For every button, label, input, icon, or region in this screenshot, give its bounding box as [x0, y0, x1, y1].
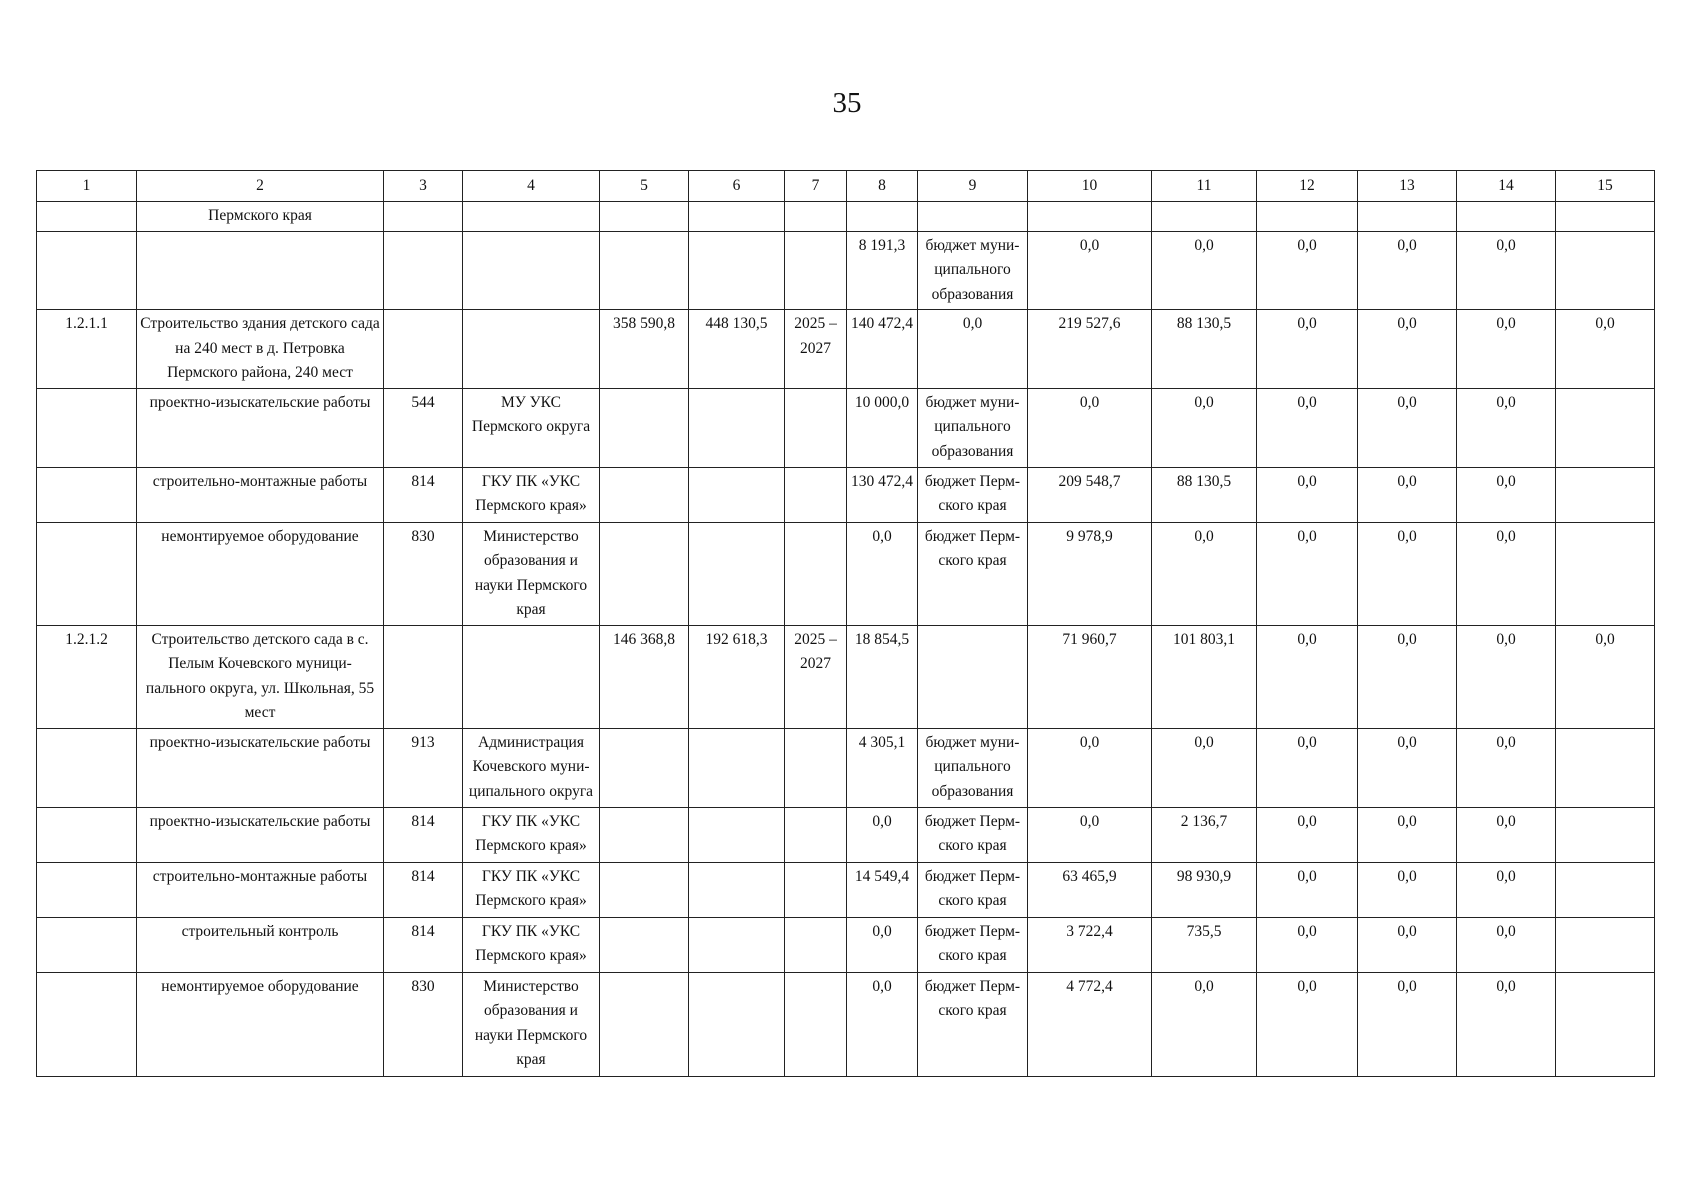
table-cell: ГКУ ПК «УКС Пермского края»: [463, 467, 600, 522]
table-cell: 0,0: [1028, 388, 1152, 467]
table-cell: 913: [384, 728, 463, 807]
table-cell: 14 549,4: [847, 862, 918, 917]
table-cell: [463, 310, 600, 389]
table-cell: [37, 807, 137, 862]
table-cell: бюджет муни-ципального образования: [918, 231, 1028, 310]
table-cell: 735,5: [1152, 917, 1257, 972]
table-row: [37, 728, 1655, 807]
table-cell: 0,0: [1358, 972, 1457, 1076]
table-cell: [137, 231, 384, 310]
table-row: [37, 522, 1655, 625]
table-cell: 0,0: [1152, 231, 1257, 310]
table-cell: 0,0: [1358, 310, 1457, 389]
column-header: 9: [918, 171, 1028, 202]
table-cell: 0,0: [1358, 625, 1457, 728]
table-cell: 71 960,7: [1028, 625, 1152, 728]
table-cell: 140 472,4: [847, 310, 918, 389]
table-cell: 0,0: [1457, 310, 1556, 389]
table-cell: [1556, 522, 1655, 625]
table-cell: Строительство здания детского сада на 240 мест в д. Петровка Пермского района, 240 мест: [137, 310, 384, 389]
column-header: 11: [1152, 171, 1257, 202]
table-cell: [37, 522, 137, 625]
table-cell: 0,0: [1358, 388, 1457, 467]
table-cell: 9 978,9: [1028, 522, 1152, 625]
table-cell: 2025 – 2027: [785, 625, 847, 728]
table-cell: 0,0: [1358, 728, 1457, 807]
table-cell: [689, 728, 785, 807]
table-cell: [1556, 807, 1655, 862]
table-cell: [384, 201, 463, 231]
table-cell: [600, 388, 689, 467]
table-cell: [689, 972, 785, 1076]
table-cell: 88 130,5: [1152, 310, 1257, 389]
table-cell: [689, 522, 785, 625]
table-cell: 0,0: [847, 522, 918, 625]
table-row: [37, 917, 1655, 972]
table-cell: 219 527,6: [1028, 310, 1152, 389]
table-cell: 0,0: [1028, 728, 1152, 807]
table-cell: [785, 972, 847, 1076]
table-cell: [1556, 917, 1655, 972]
table-cell: [1457, 201, 1556, 231]
table-cell: Министерство образования и науки Пермского края: [463, 522, 600, 625]
table-cell: 4 772,4: [1028, 972, 1152, 1076]
table-row: [37, 388, 1655, 467]
table-cell: 2025 – 2027: [785, 310, 847, 389]
table-cell: [918, 625, 1028, 728]
table-cell: [1556, 231, 1655, 310]
table-cell: [600, 201, 689, 231]
table-cell: [463, 625, 600, 728]
table-cell: 0,0: [1257, 862, 1358, 917]
table-cell: строительно-монтажные работы: [137, 862, 384, 917]
table-cell: 0,0: [1457, 972, 1556, 1076]
table-cell: [600, 917, 689, 972]
table-cell: [37, 231, 137, 310]
table-cell: [1556, 862, 1655, 917]
table-cell: 0,0: [918, 310, 1028, 389]
table-cell: [785, 522, 847, 625]
table-cell: 0,0: [847, 807, 918, 862]
table-cell: 0,0: [1152, 522, 1257, 625]
table-cell: немонтируемое оборудование: [137, 972, 384, 1076]
table-cell: бюджет Перм-ского края: [918, 522, 1028, 625]
table-cell: 0,0: [847, 917, 918, 972]
table-cell: Администрация Кочевского муни-ципального округа: [463, 728, 600, 807]
table-cell: [600, 231, 689, 310]
table-body: [37, 171, 1655, 1077]
table-cell: [1152, 201, 1257, 231]
table-cell: проектно-изыскательские работы: [137, 807, 384, 862]
table-cell: 88 130,5: [1152, 467, 1257, 522]
table-cell: [689, 201, 785, 231]
table-cell: 0,0: [1028, 231, 1152, 310]
table-cell: 63 465,9: [1028, 862, 1152, 917]
table-row: [37, 807, 1655, 862]
table-cell: 0,0: [1257, 231, 1358, 310]
table-cell: ГКУ ПК «УКС Пермского края»: [463, 862, 600, 917]
table-cell: 0,0: [1358, 231, 1457, 310]
table-row: [37, 201, 1655, 231]
table-cell: [785, 467, 847, 522]
table-cell: 0,0: [1358, 807, 1457, 862]
table-row: [37, 972, 1655, 1076]
table-cell: [1028, 201, 1152, 231]
table-cell: 0,0: [1457, 231, 1556, 310]
table-cell: [463, 231, 600, 310]
table-cell: 1.2.1.2: [37, 625, 137, 728]
table-cell: 4 305,1: [847, 728, 918, 807]
table-cell: 814: [384, 807, 463, 862]
table-cell: 0,0: [1257, 807, 1358, 862]
table-cell: [785, 917, 847, 972]
table-cell: [785, 862, 847, 917]
table-cell: 18 854,5: [847, 625, 918, 728]
table-cell: 0,0: [1257, 917, 1358, 972]
table-cell: [600, 807, 689, 862]
table-cell: 0,0: [1457, 917, 1556, 972]
table-cell: 830: [384, 522, 463, 625]
column-number-header: [37, 171, 1655, 202]
table-cell: [384, 231, 463, 310]
table-row: [37, 231, 1655, 310]
table-cell: [785, 807, 847, 862]
table-cell: 830: [384, 972, 463, 1076]
table-cell: 0,0: [1257, 625, 1358, 728]
column-header: 10: [1028, 171, 1152, 202]
table-cell: [384, 310, 463, 389]
table-row: [37, 310, 1655, 389]
column-header: 5: [600, 171, 689, 202]
table-cell: [600, 862, 689, 917]
table-cell: [37, 917, 137, 972]
table-cell: [689, 862, 785, 917]
table-cell: 0,0: [1028, 807, 1152, 862]
table-cell: строительно-монтажные работы: [137, 467, 384, 522]
table-cell: 146 368,8: [600, 625, 689, 728]
table-cell: проектно-изыскательские работы: [137, 728, 384, 807]
table-cell: 0,0: [1457, 467, 1556, 522]
table-cell: 209 548,7: [1028, 467, 1152, 522]
table-cell: 8 191,3: [847, 231, 918, 310]
table-cell: Пермского края: [137, 201, 384, 231]
table-row: [37, 467, 1655, 522]
table-cell: бюджет Перм-ского края: [918, 807, 1028, 862]
table-cell: 814: [384, 862, 463, 917]
table-cell: [847, 201, 918, 231]
column-header: 15: [1556, 171, 1655, 202]
table-cell: 101 803,1: [1152, 625, 1257, 728]
table-cell: 0,0: [1556, 310, 1655, 389]
table-cell: [37, 972, 137, 1076]
table-cell: 0,0: [1257, 310, 1358, 389]
table-cell: 544: [384, 388, 463, 467]
table-cell: [689, 467, 785, 522]
column-header: 7: [785, 171, 847, 202]
table-cell: [37, 862, 137, 917]
table-cell: 0,0: [1152, 388, 1257, 467]
table-cell: [1257, 201, 1358, 231]
table-cell: [785, 201, 847, 231]
table-cell: немонтируемое оборудование: [137, 522, 384, 625]
table-cell: [37, 728, 137, 807]
table-cell: [1556, 467, 1655, 522]
table-cell: 0,0: [1257, 388, 1358, 467]
table-cell: 0,0: [1152, 972, 1257, 1076]
table-cell: 10 000,0: [847, 388, 918, 467]
table-cell: [600, 522, 689, 625]
table-cell: [600, 728, 689, 807]
table-cell: ГКУ ПК «УКС Пермского края»: [463, 917, 600, 972]
column-header: 2: [137, 171, 384, 202]
table-cell: [463, 201, 600, 231]
table-cell: 814: [384, 917, 463, 972]
table-cell: 0,0: [1358, 917, 1457, 972]
table-cell: 0,0: [847, 972, 918, 1076]
table-cell: 0,0: [1457, 522, 1556, 625]
table-cell: [1556, 388, 1655, 467]
table-cell: [689, 388, 785, 467]
table-cell: [37, 467, 137, 522]
table-cell: 0,0: [1457, 625, 1556, 728]
table-cell: 0,0: [1457, 807, 1556, 862]
table-cell: 0,0: [1457, 388, 1556, 467]
table-cell: 0,0: [1358, 862, 1457, 917]
table-cell: 130 472,4: [847, 467, 918, 522]
table-row: [37, 625, 1655, 728]
column-header: 13: [1358, 171, 1457, 202]
column-header: 8: [847, 171, 918, 202]
column-header: 3: [384, 171, 463, 202]
table-cell: [600, 467, 689, 522]
column-header: 6: [689, 171, 785, 202]
column-header: 12: [1257, 171, 1358, 202]
table-cell: [37, 388, 137, 467]
table-cell: [918, 201, 1028, 231]
table-cell: [785, 728, 847, 807]
table-cell: [384, 625, 463, 728]
column-header: 4: [463, 171, 600, 202]
table-cell: 98 930,9: [1152, 862, 1257, 917]
table-cell: 0,0: [1358, 467, 1457, 522]
column-header: 14: [1457, 171, 1556, 202]
table-cell: 2 136,7: [1152, 807, 1257, 862]
table-cell: 0,0: [1257, 467, 1358, 522]
table-cell: [689, 917, 785, 972]
budget-table: [36, 170, 1655, 1077]
table-cell: 0,0: [1358, 522, 1457, 625]
table-cell: 0,0: [1257, 728, 1358, 807]
table-cell: [785, 231, 847, 310]
table-cell: Строительство детского сада в с. Пелым Кочевского муници-пального округа, ул. Школьная, 55 мест: [137, 625, 384, 728]
column-header: 1: [37, 171, 137, 202]
table-cell: [689, 807, 785, 862]
table-cell: [600, 972, 689, 1076]
table-cell: 1.2.1.1: [37, 310, 137, 389]
table-cell: [689, 231, 785, 310]
table-row: [37, 862, 1655, 917]
table-cell: 0,0: [1257, 972, 1358, 1076]
table-cell: 0,0: [1152, 728, 1257, 807]
table-cell: 0,0: [1457, 862, 1556, 917]
table-cell: ГКУ ПК «УКС Пермского края»: [463, 807, 600, 862]
table-cell: 192 618,3: [689, 625, 785, 728]
table-cell: бюджет Перм-ского края: [918, 467, 1028, 522]
table-cell: МУ УКС Пермского округа: [463, 388, 600, 467]
table-cell: 0,0: [1257, 522, 1358, 625]
table-cell: 0,0: [1457, 728, 1556, 807]
table-cell: бюджет Перм-ского края: [918, 917, 1028, 972]
table-cell: 358 590,8: [600, 310, 689, 389]
page-number: 35: [832, 87, 862, 119]
table-cell: [1358, 201, 1457, 231]
table-cell: 3 722,4: [1028, 917, 1152, 972]
table-cell: строительный контроль: [137, 917, 384, 972]
table-cell: [1556, 972, 1655, 1076]
table-cell: 448 130,5: [689, 310, 785, 389]
table-cell: 0,0: [1556, 625, 1655, 728]
table-cell: бюджет муни-ципального образования: [918, 728, 1028, 807]
table-cell: [785, 388, 847, 467]
table-cell: проектно-изыскательские работы: [137, 388, 384, 467]
table-cell: [37, 201, 137, 231]
table-cell: [1556, 201, 1655, 231]
table-cell: бюджет муни-ципального образования: [918, 388, 1028, 467]
table-cell: бюджет Перм-ского края: [918, 862, 1028, 917]
table-cell: Министерство образования и науки Пермского края: [463, 972, 600, 1076]
table-cell: [1556, 728, 1655, 807]
table-cell: 814: [384, 467, 463, 522]
table-cell: бюджет Перм-ского края: [918, 972, 1028, 1076]
